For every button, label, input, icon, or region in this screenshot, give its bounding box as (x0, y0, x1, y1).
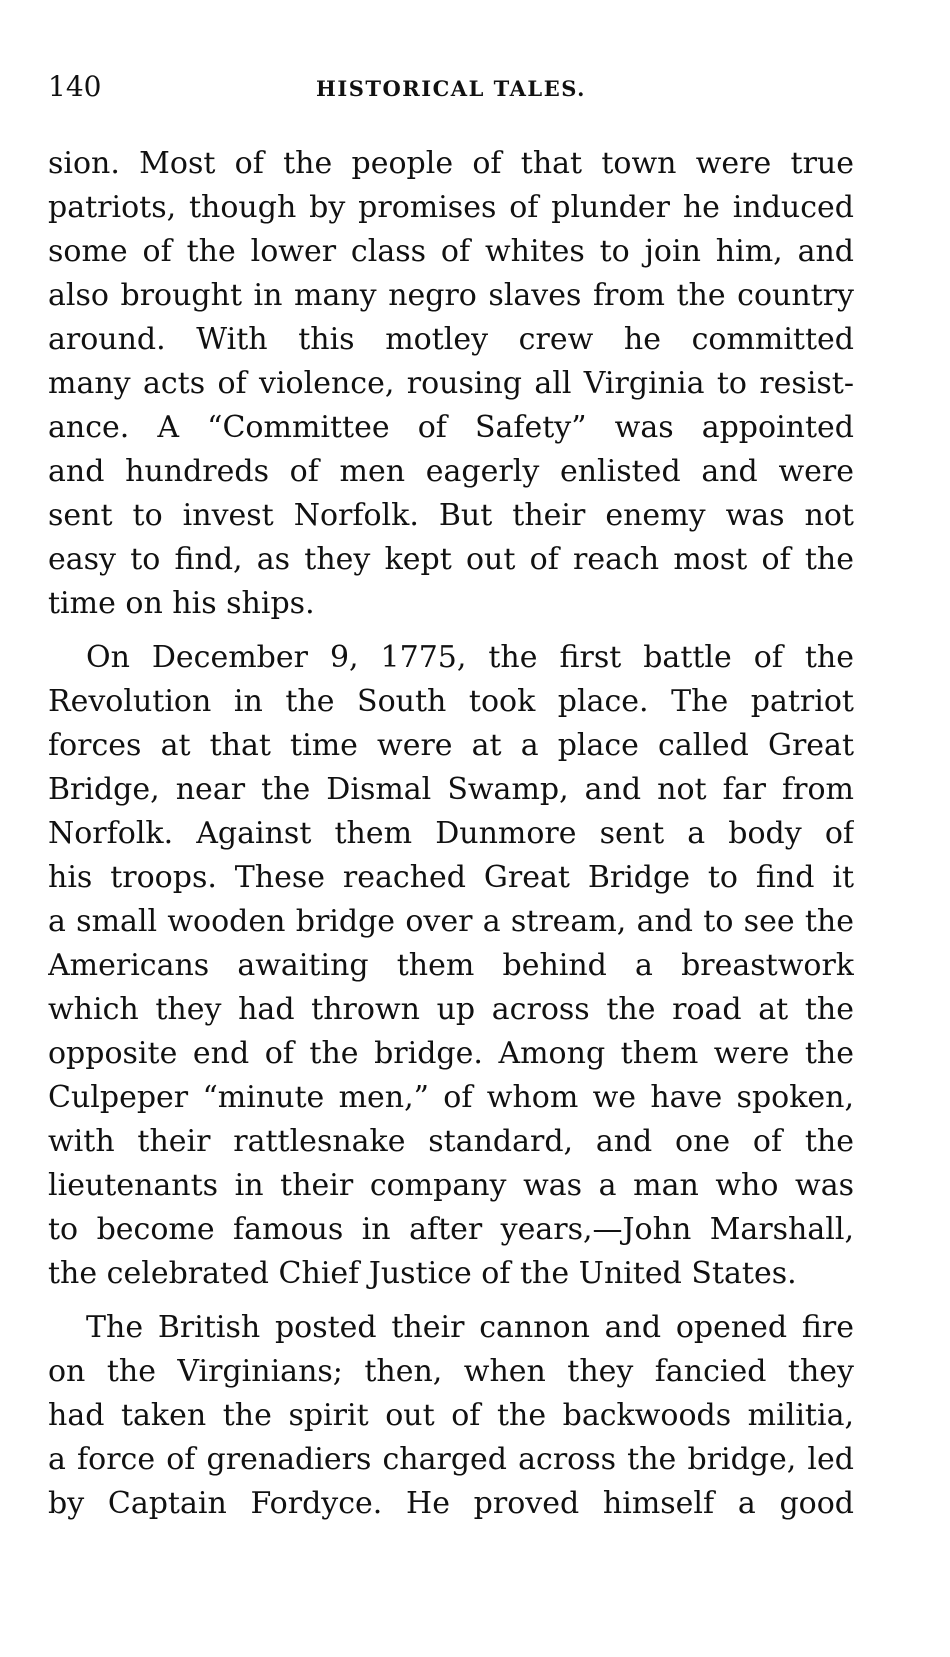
text-line: had taken the spirit out of the backwoods militia, (48, 1398, 854, 1433)
book-page (48, 70, 854, 1536)
text-line: opposite end of the bridge. Among them were the (48, 1036, 854, 1071)
text-line: Bridge, near the Dismal Swamp, and not far from (48, 772, 854, 807)
text-line: Norfolk. Against them Dunmore sent a body of (48, 816, 854, 851)
paragraph (48, 142, 854, 626)
text-line: to become famous in after years,—John Marshall, (48, 1212, 854, 1247)
text-line: sion. Most of the people of that town were true (48, 146, 854, 181)
text-line: Culpeper “minute men,” of whom we have spoken, (48, 1080, 854, 1115)
text-line: his troops. These reached Great Bridge to find it (48, 860, 854, 895)
text-line: on the Virginians; then, when they fancied they (48, 1354, 854, 1389)
text-line: easy to find, as they kept out of reach most of the (48, 542, 854, 577)
text-line: ance. A “Committee of Safety” was appointed (48, 410, 854, 445)
text-line: time on his ships. (48, 586, 315, 621)
text-line: The British posted their cannon and opened fire (86, 1310, 854, 1345)
running-head (48, 70, 854, 110)
body-text (48, 142, 854, 1526)
text-line: and hundreds of men eagerly enlisted and were (48, 454, 854, 489)
text-line: forces at that time were at a place called Great (48, 728, 854, 763)
text-line: patriots, though by promises of plunder he induced (48, 190, 854, 225)
paragraph (48, 1306, 854, 1526)
running-title: HISTORICAL TALES. (316, 76, 586, 101)
text-line: around. With this motley crew he committed (48, 322, 854, 357)
text-line: some of the lower class of whites to join him, and (48, 234, 854, 269)
text-line: the celebrated Chief Justice of the United States. (48, 1256, 797, 1291)
page-number: 140 (48, 70, 102, 103)
text-line: by Captain Fordyce. He proved himself a good (48, 1486, 854, 1521)
text-line: a force of grenadiers charged across the bridge, led (48, 1442, 854, 1477)
text-line: Americans awaiting them behind a breastwork (48, 948, 854, 983)
paragraph (48, 636, 854, 1296)
text-line: Revolution in the South took place. The patriot (48, 684, 854, 719)
text-line: On December 9, 1775, the first battle of the (86, 640, 854, 675)
text-line: a small wooden bridge over a stream, and to see the (48, 904, 854, 939)
text-line: many acts of violence, rousing all Virginia to resist- (48, 366, 854, 401)
text-line: lieutenants in their company was a man who was (48, 1168, 854, 1203)
text-line: also brought in many negro slaves from the country (48, 278, 854, 313)
text-line: with their rattlesnake standard, and one of the (48, 1124, 854, 1159)
text-line: sent to invest Norfolk. But their enemy was not (48, 498, 854, 533)
text-line: which they had thrown up across the road at the (48, 992, 854, 1027)
